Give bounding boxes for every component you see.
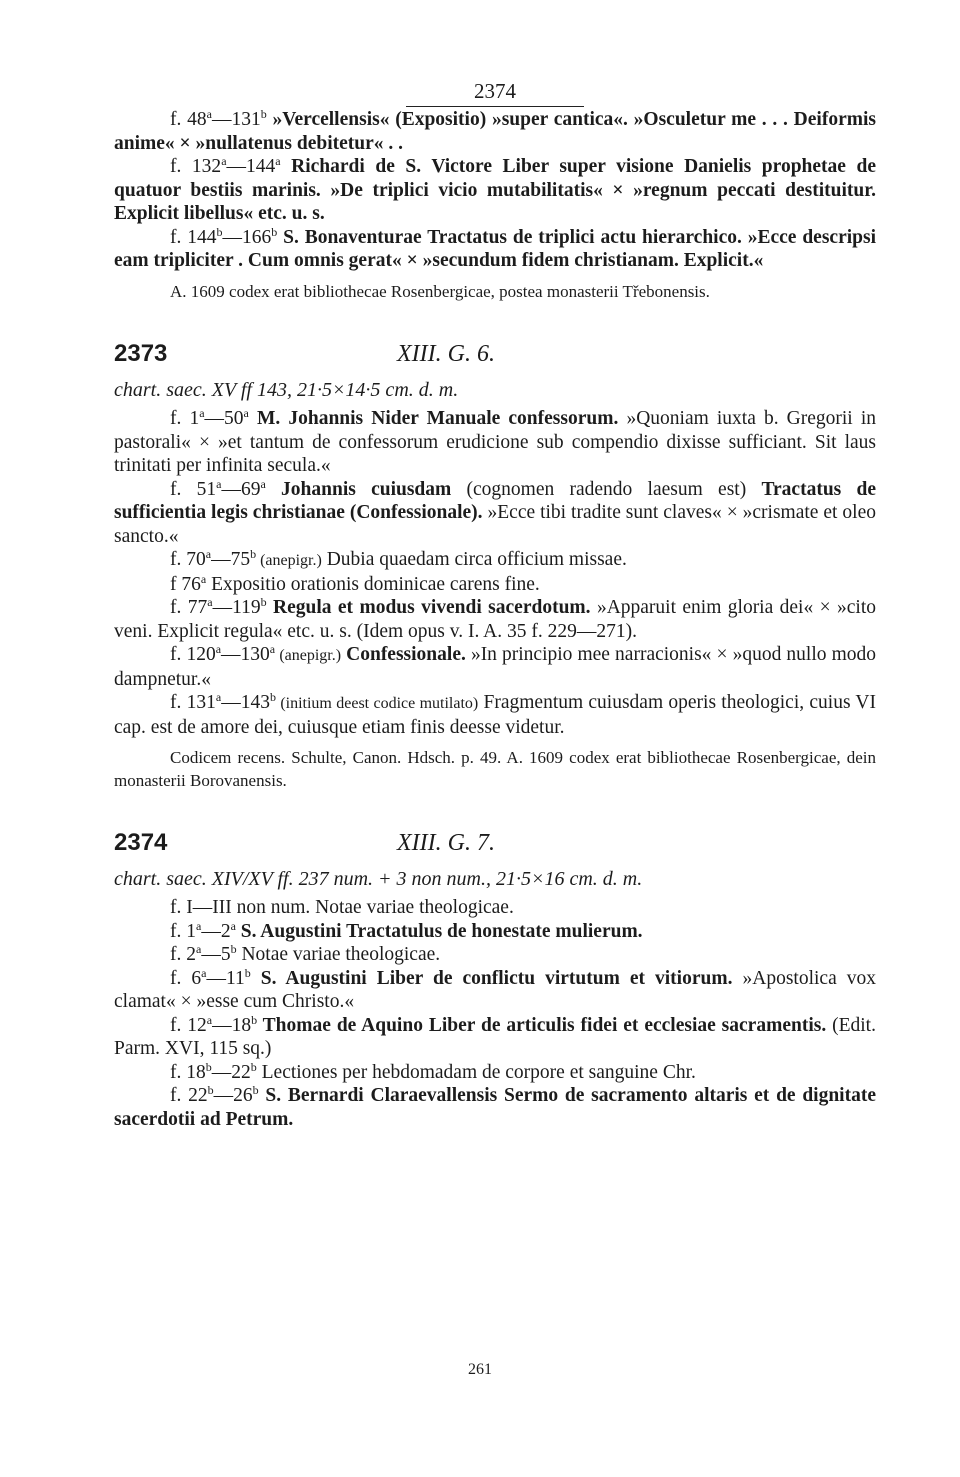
codex-2374-entry-7: f. 22$^b$—26$^b$ S. Bernardi Claraevallensis Sermo de sacramento altaris et de dignitate sacerdotii ad Petrum. xyxy=(114,1083,876,1130)
codex-2374-entry-4: f. 6$^a$—11$^b$ S. Augustini Liber de conflictu virtutum et vitiorum. »Apostolica vox clamat« × »esse cum Christo.« xyxy=(114,965,876,1012)
header-rule xyxy=(406,106,584,107)
prev-entries xyxy=(114,108,876,303)
codex-2373-entry-3: f. 70$^a$—75$^b$ (anepigr.) Dubia quaedam circa officium missae. xyxy=(170,547,627,570)
codex-2374-heading xyxy=(114,828,876,860)
codex-2373-entry-7: f. 131$^a$—143$^b$ (initium deest codice mutilato) Fragmentum cuiusdam operis theologici, cuius VI cap. est de amore dei, cuiusque etiam finis deesse videtur. xyxy=(114,690,876,738)
prev-entry-3: f. 144$^b$—166$^b$ S. Bonaventurae Tractatus de triplici actu hierarchico. »Ecce descripsi eam tripliciter . Cum omnis gerat« × »secundum fidem christianam. Explicit.« xyxy=(114,224,877,271)
prev-note: A. 1609 codex erat bibliothecae Rosenbergicae, postea monasterii Třebonensis. xyxy=(170,281,710,301)
codex-2374-entry-6: f. 18$^b$—22$^b$ Lectiones per hebdomadam de corpore et sanguine Chr. xyxy=(170,1059,696,1083)
codex-2373-entry-6: f. 120$^a$—130$^a$ (anepigr.) Confessionale. »In principio mee narracionis« × »quod nullo modo dampnetur.« xyxy=(114,642,876,690)
codex-2374-entry-2: f. 1$^a$—2$^a$ S. Augustini Tractatulus de honestate mulierum. xyxy=(170,918,643,942)
prev-entry-2: f. 132$^a$—144$^a$ Richardi de S. Victore Liber super visione Danielis prophetae de quatuor bestiis marinis. »De triplici vicio mutabilitatis« × »regnum peccati destituitur. Explicit libellus« etc. u. s. xyxy=(114,154,877,224)
document-page xyxy=(114,78,876,1131)
codex-2373-entry-4: f 76$^a$ Expositio orationis dominicae carens fine. xyxy=(170,571,540,595)
codex-signature: XIII. G. 6. xyxy=(397,341,495,367)
prev-entry-1: f. 48$^a$—131$^b$ »Vercellensis« (Expositio) »super cantica«. »Osculetur me . . . Deiformis anime« × »nullatenus debitetur« . . xyxy=(114,107,876,154)
codex-description: chart. saec. XV ff 143, 21·5×14·5 cm. d. m. xyxy=(114,379,459,401)
codex-number: 2374 xyxy=(114,829,168,856)
codex-2374-entry-1: f. I—III non num. Notae variae theologicae. xyxy=(170,897,514,918)
codex-2373-entry-2: f. 51$^a$—69$^a$ Johannis cuiusdam (cognomen radendo laesum est) Tractatus de sufficientia legis christianae (Confessionale). »Ecce tibi tradite sunt claves« × »crismate et oleo sancto.« xyxy=(114,476,877,547)
codex-number: 2373 xyxy=(114,340,168,367)
codex-description: chart. saec. XIV/XV ff. 237 num. + 3 non num., 21·5×16 cm. d. m. xyxy=(114,868,643,890)
codex-2373-heading xyxy=(114,339,876,371)
codex-2373-entry-5: f. 77$^a$—119$^b$ Regula et modus vivendi sacerdotum. »Apparuit enim gloria dei« × »cito veni. Explicit regula« etc. u. s. (Idem opus v. I. A. 35 f. 229—271). xyxy=(114,595,876,642)
codex-2374-entry-5: f. 12$^a$—18$^b$ Thomae de Aquino Liber de articulis fidei et ecclesiae sacramentis. (Edit. Parm. XVI, 115 sq.) xyxy=(114,1012,876,1059)
codex-signature: XIII. G. 7. xyxy=(397,830,495,856)
codex-2373-entry-1: f. 1$^a$—50$^a$ M. Johannis Nider Manuale confessorum. »Quoniam iuxta b. Gregorii in pastorali« × »et tantum de confessorum erudicione sub compendio dixisse sufficiant. Sit laus trinitati per infinita secula.« xyxy=(114,406,876,476)
codex-2374-entry-3: f. 2$^a$—5$^b$ Notae variae theologicae. xyxy=(170,942,441,965)
page-number: 261 xyxy=(468,1361,492,1378)
codex-2373-note: Codicem recens. Schulte, Canon. Hdsch. p. 49. A. 1609 codex erat bibliothecae Rosenbergicae, dein monasterii Borovanensis. xyxy=(114,748,876,790)
running-header: 2374 xyxy=(474,79,516,103)
